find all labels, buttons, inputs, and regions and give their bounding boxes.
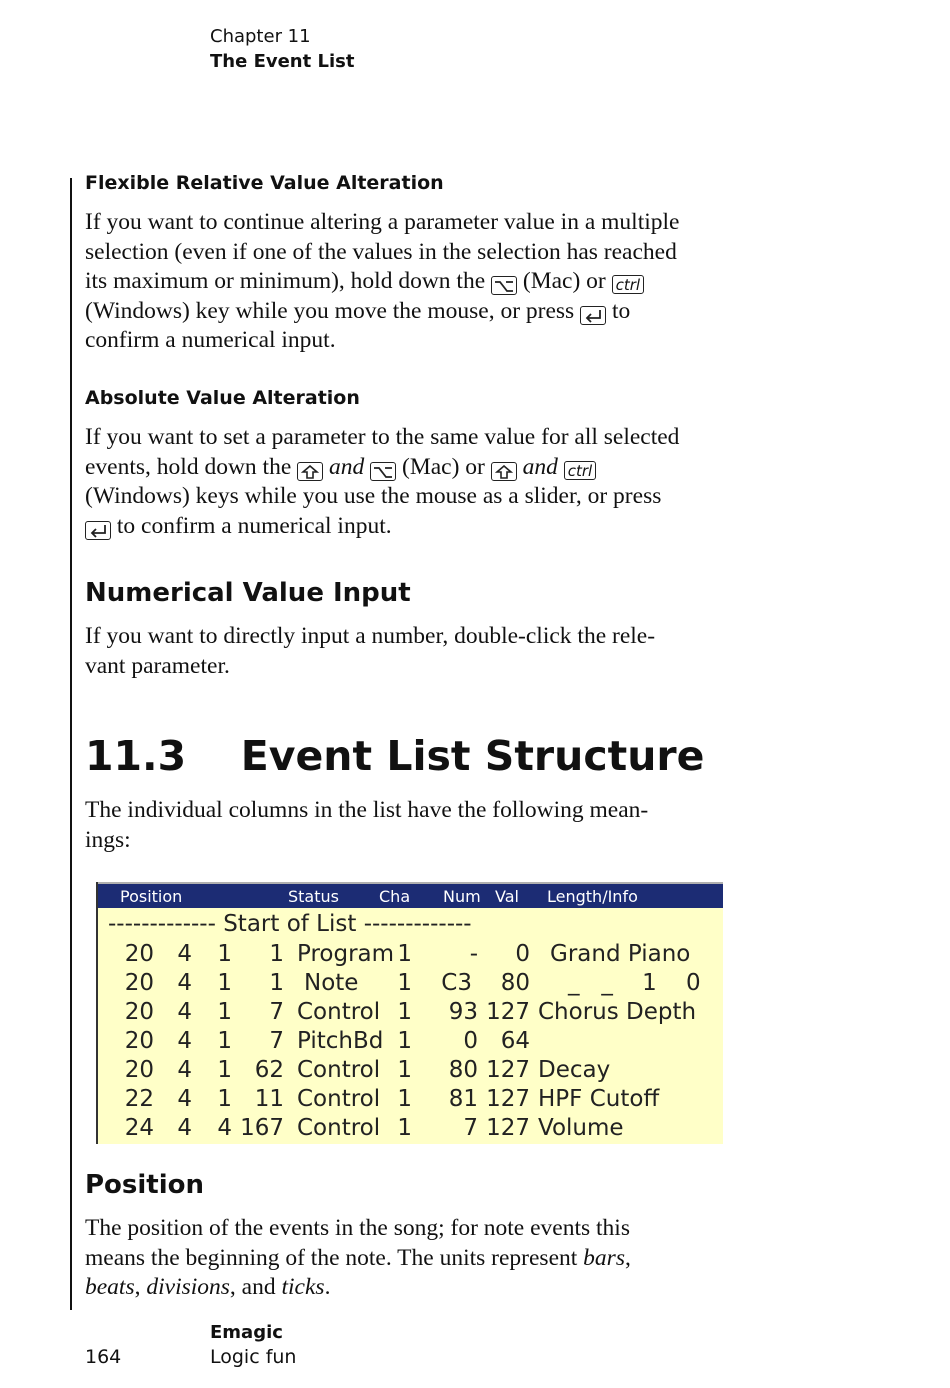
section-heading: Absolute Value Alteration (85, 387, 360, 409)
text-line: (Windows) keys while you use the mouse as a slider, or press (85, 483, 662, 509)
column-header-status: Status (288, 887, 339, 906)
text-line (85, 267, 735, 297)
section-flexible (85, 172, 735, 194)
paragraph-absolute (85, 423, 735, 541)
cell-division: 1 (217, 999, 232, 1025)
table-row (98, 1114, 723, 1143)
cell-cha: 1 (397, 999, 412, 1025)
cell-division: 1 (217, 941, 232, 967)
section-number: 11.3 (85, 732, 187, 780)
text-line: If you want to continue altering a parameter value in a multiple (85, 209, 680, 235)
margin-rule (70, 178, 72, 1310)
section-absolute (85, 387, 735, 409)
text-line: means the beginning of the note. The units represent bars, (85, 1244, 631, 1271)
cell-bar: 20 (124, 1028, 154, 1054)
running-head (210, 24, 354, 74)
footer-brand: Emagic (210, 1322, 283, 1343)
table-header (98, 882, 723, 908)
footer-product: Logic fun (210, 1346, 297, 1368)
cell-bar: 24 (124, 1115, 154, 1141)
paragraph-position (85, 1214, 735, 1303)
section-heading: Position (85, 1170, 205, 1200)
cell-num: 0 (463, 1028, 478, 1054)
text-fragment: to (611, 297, 631, 324)
cell-info: Grand Piano (550, 941, 691, 967)
text-line: If you want to set a parameter to the same value for all selected (85, 424, 680, 450)
cell-cha: 1 (397, 1057, 412, 1083)
text-line (85, 453, 735, 483)
cell-beat: 4 (177, 1057, 192, 1083)
cell-bar: 20 (124, 970, 154, 996)
section-position (85, 1170, 735, 1200)
cell-info: Decay (538, 1057, 611, 1083)
column-header-val: Val (495, 887, 519, 906)
cell-status: Program (297, 941, 395, 967)
text-line: confirm a numerical input. (85, 327, 336, 353)
text-line (85, 297, 735, 327)
section-heading: Flexible Relative Value Alteration (85, 172, 444, 194)
shift-key-icon (297, 462, 323, 481)
term-beats: beats (85, 1274, 135, 1300)
cell-beat: 4 (177, 970, 192, 996)
cell-val: 127 (486, 1115, 530, 1141)
cell-tick: 62 (254, 1057, 284, 1083)
column-header-position: Position (120, 887, 183, 906)
text-line: selection (even if one of the values in the selection has reached (85, 238, 677, 265)
cell-beat: 4 (177, 999, 192, 1025)
text-fragment: and (522, 453, 558, 480)
cell-val: 127 (486, 1086, 530, 1112)
table-row (98, 998, 723, 1027)
cell-beat: 4 (177, 1028, 192, 1054)
cell-division: 1 (217, 1028, 232, 1054)
cell-status: Control (297, 1115, 381, 1141)
text-line: If you want to directly input a number, double-click the rele- (85, 623, 656, 649)
paragraph-numerical (85, 622, 735, 681)
cell-num: 7 (463, 1115, 478, 1141)
cell-status: Control (297, 1086, 381, 1112)
cell-val: 127 (486, 1057, 530, 1083)
paragraph-structure (85, 796, 735, 855)
cell-tick: 7 (269, 1028, 284, 1054)
text-fragment: and (241, 1274, 276, 1300)
term-bars: bars (583, 1244, 625, 1271)
cell-val: 127 (486, 999, 530, 1025)
table-row (98, 1056, 723, 1085)
cell-num: 80 (448, 1057, 478, 1083)
column-header-length-info: Length/Info (547, 887, 638, 906)
table-row (98, 969, 723, 998)
cell-tick: 167 (240, 1115, 284, 1141)
cell-val: 0 (515, 941, 530, 967)
text-fragment: (Mac) or (522, 268, 606, 294)
option-key-icon (370, 462, 396, 481)
cell-tick: 7 (269, 999, 284, 1025)
text-fragment: means the beginning of the note. The units represent (85, 1244, 578, 1271)
paragraph-flexible (85, 208, 735, 356)
start-of-list: ------------- Start of List ------------- (108, 911, 472, 937)
cell-status: Note (304, 970, 359, 996)
cell-status: PitchBd (297, 1028, 384, 1054)
section-heading: Numerical Value Input (85, 578, 411, 608)
cell-division: 1 (217, 1057, 232, 1083)
column-header-cha: Cha (379, 887, 411, 906)
cell-beat: 4 (177, 941, 192, 967)
text-fragment: to confirm a numerical input. (116, 512, 392, 539)
text-fragment: its maximum or minimum), hold down the (85, 268, 486, 294)
cell-val: 64 (500, 1028, 530, 1054)
term-divisions: divisions (146, 1274, 230, 1300)
cell-num: C3 (441, 970, 472, 996)
chapter-title: The Event List (210, 51, 355, 72)
cell-beat: 4 (177, 1086, 192, 1112)
table-row (98, 1027, 723, 1056)
table-row-start (98, 910, 723, 939)
cell-cha: 1 (397, 1028, 412, 1054)
ctrl-key-icon: ctrl (564, 461, 596, 480)
cell-info: _ _ 1 0 (568, 970, 701, 996)
cell-info: HPF Cutoff (538, 1086, 660, 1112)
cell-num: 93 (448, 999, 478, 1025)
cell-info: Chorus Depth (538, 999, 697, 1025)
text-fragment: (Windows) key while you move the mouse, or press (85, 297, 575, 324)
cell-tick: 1 (269, 970, 284, 996)
cell-bar: 22 (124, 1086, 154, 1112)
cell-info: Volume (538, 1115, 624, 1141)
cell-tick: 1 (269, 941, 284, 967)
table-row (98, 940, 723, 969)
ctrl-key-icon: ctrl (612, 275, 644, 294)
section-title: Event List Structure (240, 732, 705, 780)
text-line: vant parameter. (85, 652, 230, 679)
table-row (98, 1085, 723, 1114)
term-ticks: ticks (281, 1274, 325, 1300)
text-line (85, 512, 735, 542)
return-key-icon (580, 306, 606, 325)
cell-cha: 1 (397, 970, 412, 996)
event-list-table (96, 882, 723, 1144)
cell-num: - (469, 941, 478, 967)
cell-status: Control (297, 999, 381, 1025)
cell-bar: 20 (124, 941, 154, 967)
return-key-icon (85, 521, 111, 540)
text-fragment: and (329, 453, 365, 480)
cell-num: 81 (448, 1086, 478, 1112)
text-line: beats, divisions, and ticks. (85, 1274, 331, 1300)
cell-tick: 11 (254, 1086, 284, 1112)
text-fragment: events, hold down the (85, 453, 292, 480)
text-line: ings: (85, 826, 131, 853)
cell-cha: 1 (397, 1086, 412, 1112)
chapter-label: Chapter 11 (210, 26, 311, 47)
cell-cha: 1 (397, 941, 412, 967)
cell-division: 4 (217, 1115, 232, 1141)
cell-bar: 20 (124, 1057, 154, 1083)
text-line: The position of the events in the song; for note events this (85, 1215, 630, 1241)
column-header-num: Num (443, 887, 481, 906)
cell-division: 1 (217, 970, 232, 996)
cell-val: 80 (500, 970, 530, 996)
cell-beat: 4 (177, 1115, 192, 1141)
cell-status: Control (297, 1057, 381, 1083)
cell-cha: 1 (397, 1115, 412, 1141)
cell-bar: 20 (124, 999, 154, 1025)
shift-key-icon (491, 462, 517, 481)
text-line: The individual columns in the list have the following mean- (85, 797, 649, 823)
option-key-icon (491, 276, 517, 295)
text-fragment: (Mac) or (402, 453, 485, 480)
cell-division: 1 (217, 1086, 232, 1112)
page-number: 164 (85, 1346, 122, 1368)
chapter-section-heading (85, 732, 785, 780)
section-numerical (85, 578, 735, 608)
